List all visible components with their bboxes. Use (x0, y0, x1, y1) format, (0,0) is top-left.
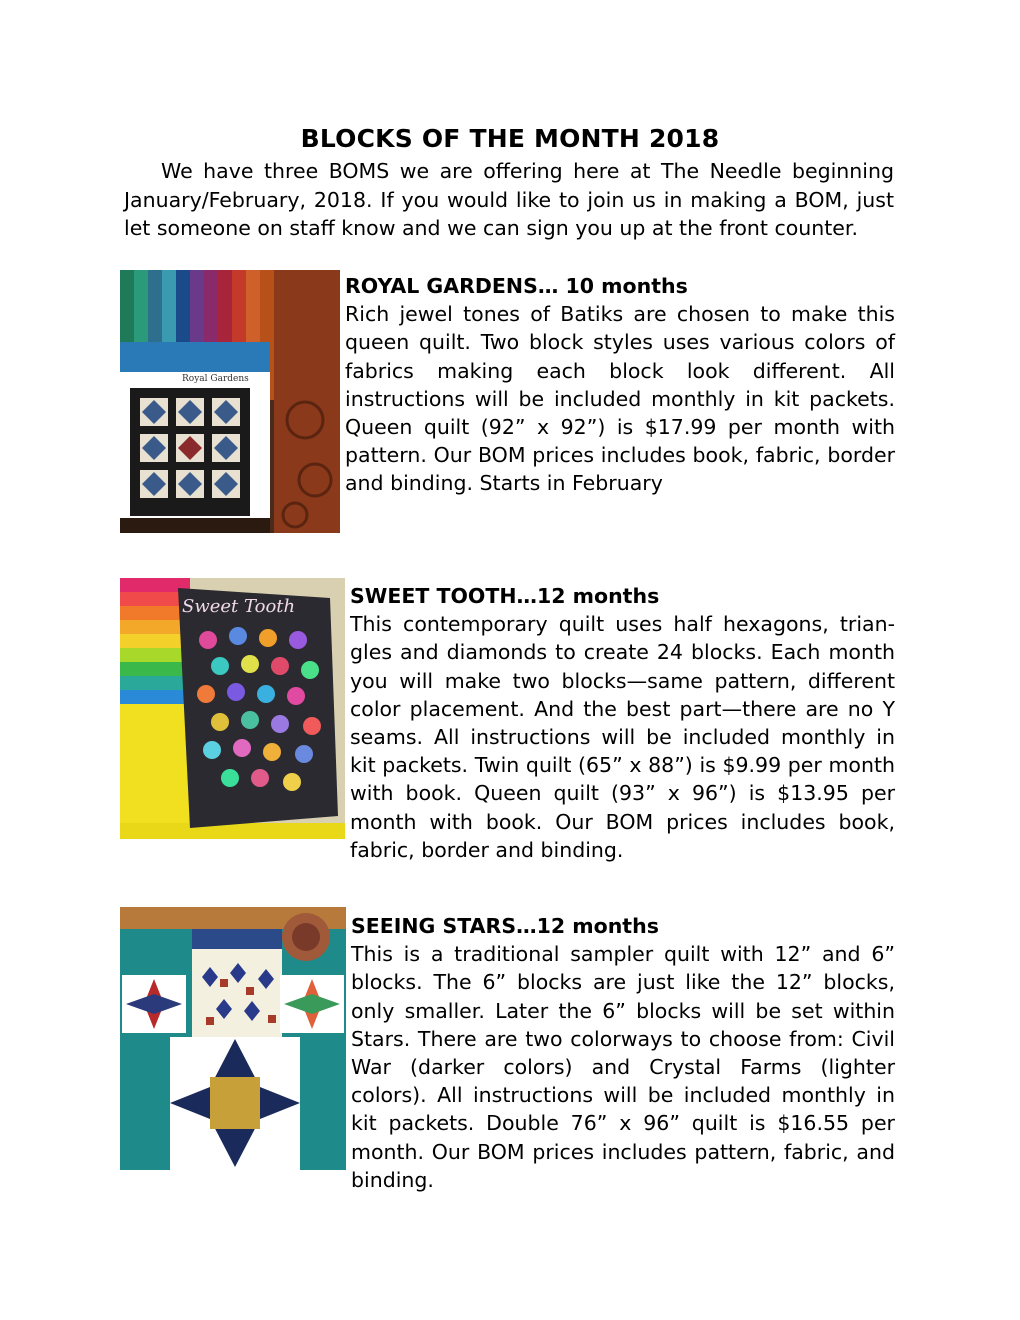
seeing-stars-photo (120, 907, 346, 1170)
royal-gardens-photo (120, 270, 340, 533)
sweet-tooth-photo (120, 578, 345, 839)
page-title: BLOCKS OF THE MONTH 2018 (300, 124, 720, 153)
sweet-tooth-body: This contemporary quilt uses half hexagons, trian-gles and diamonds to create 24 blocks. Each month you will make two blocks—same pattern, different color placement. And the best part—there are no Y seams. All instructions will be included monthly in kit packets. Twin quilt (65” x 88”) is $9.99 per month with book. Queen quilt (93” x 96”) is $13.95 per month with book. Our BOM prices includes book, fabric, border and binding. (350, 612, 895, 862)
svg-text:Royal Gardens: Royal Gardens (182, 374, 249, 384)
intro-paragraph: We have three BOMS we are offering here at The Needle beginning January/February, 2018. If you would like to join us in making a BOM, just let someone on staff know and we can sign you up at the front counter. (124, 159, 894, 240)
seeing-stars-body: This is a traditional sampler quilt with 12” and 6” blocks. The 6” blocks are just like the 12” blocks, only smaller. Later the 6” blocks will be set within Stars. There are two colorways to choose from: Civil War (darker colors) and Crystal Farms (lighter colors). All instructions will be included monthly in kit packets. Double 76” x 96” quilt is $16.55 per month. Our BOM prices includes pattern, fabric, and binding. (351, 942, 895, 1192)
seeing-stars-description (351, 912, 895, 1194)
royal-gardens-body: Rich jewel tones of Batiks are chosen to make this queen quilt. Two block styles uses various colors of fabrics making each block look different. All instructions will be included monthly in kit packets. Queen quilt (92” x 92”) is $17.99 per month with pattern. Our BOM prices includes book, fabric, border and binding. Starts in February (345, 302, 895, 496)
sweet-tooth-heading: SWEET TOOTH…12 months (350, 584, 660, 608)
royal-gardens-heading: ROYAL GARDENS… 10 months (345, 274, 688, 298)
royal-gardens-description (345, 272, 895, 498)
svg-text:Sweet Tooth: Sweet Tooth (182, 596, 296, 617)
seeing-stars-heading: SEEING STARS…12 months (351, 914, 659, 938)
sweet-tooth-description (350, 582, 895, 864)
